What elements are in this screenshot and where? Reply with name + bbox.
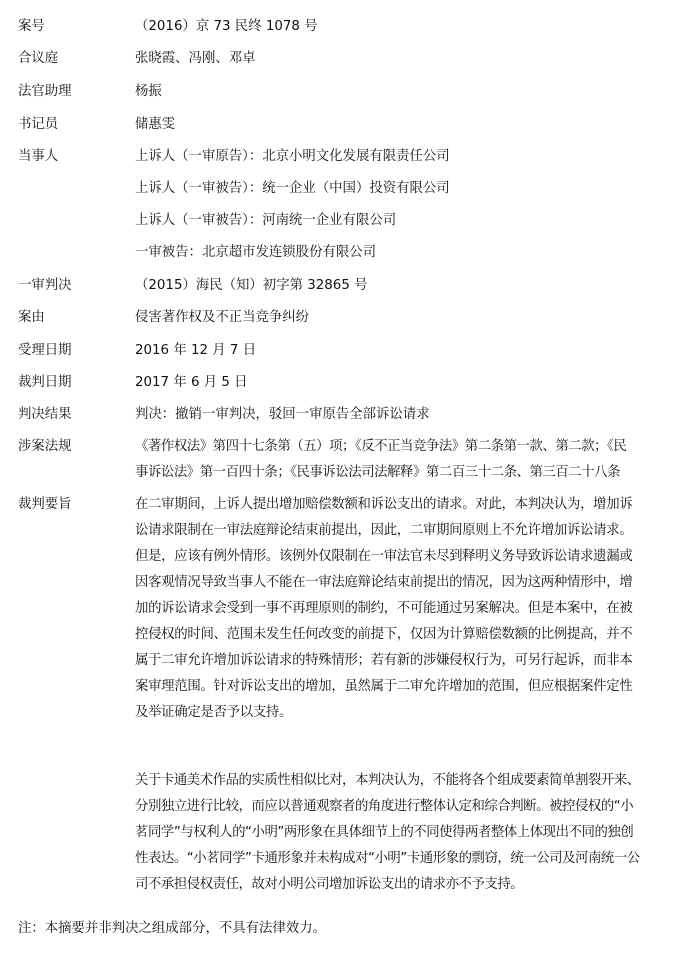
footer-note: 注：本摘要并非判决之组成部分，不具有法律效力。 xyxy=(18,921,326,936)
party-line: 上诉人（一审被告）：河南统一企业有限公司 xyxy=(135,213,397,228)
gist-label: 裁判要旨 xyxy=(18,497,72,512)
gist-line: 关于卡通美术作品的实质性相似比对，本判决认为，不能将各个组成要素简单割裂开来、 xyxy=(135,773,640,788)
gist-line: 性表达。“小茗同学”卡通形象并未构成对“小明”卡通形象的剽窃，统一公司及河南统一公 xyxy=(135,851,640,866)
accept-date-row xyxy=(0,340,700,362)
laws-text xyxy=(135,434,686,486)
gist-line: 因客观情况导致当事人不能在一审法庭辩论结束前提出的情况，因为这两种情形中，增 xyxy=(135,575,633,590)
parties-row-3 xyxy=(0,210,700,232)
clerk-row xyxy=(0,114,700,136)
judgment-date-label: 裁判日期 xyxy=(18,375,72,390)
result-row xyxy=(0,404,700,426)
panel-label: 合议庭 xyxy=(18,51,59,66)
gist-line: 讼请求限制在一审法庭辩论结束前提出，因此，二审期间原则上不允许增加诉讼请求。 xyxy=(135,523,633,538)
gist-line: 属于二审允许增加诉讼请求的特殊情形；若有新的涉嫌侵权行为，可另行起诉，而非本 xyxy=(135,653,633,668)
gist-paragraph-1 xyxy=(135,492,686,726)
gist-paragraph-2 xyxy=(135,768,686,898)
assistant-value: 杨振 xyxy=(135,84,162,99)
gist-line: 加的诉讼请求会受到一事不再理原则的制约，不可能通过另案解决。但是本案中，在被 xyxy=(135,601,633,616)
gist-line: 分别独立进行比较，而应以普通观察者的角度进行整体认定和综合判断。被控侵权的“小 xyxy=(135,799,634,814)
gist-line: 在二审期间，上诉人提出增加赔偿数额和诉讼支出的请求。对此，本判决认为，增加诉 xyxy=(135,497,633,512)
judgment-date-row xyxy=(0,372,700,394)
parties-label: 当事人 xyxy=(18,149,59,164)
first-instance-value: （2015）海民（知）初字第 32865 号 xyxy=(135,278,368,293)
first-instance-row xyxy=(0,275,700,297)
clerk-value: 储惠雯 xyxy=(135,117,176,132)
parties-row-2 xyxy=(0,178,700,200)
laws-line: 事诉讼法》第一百四十条；《民事诉讼法司法解释》第二百三十二条、第三百二十八条 xyxy=(135,465,621,480)
gist-line: 司不承担侵权责任，故对小明公司增加诉讼支出的请求亦不予支持。 xyxy=(135,877,524,892)
cause-label: 案由 xyxy=(18,310,45,325)
gist-line: 及举证确定是否予以支持。 xyxy=(135,705,293,720)
party-line: 一审被告：北京超市发连锁股份有限公司 xyxy=(135,245,377,260)
gist-line: 控侵权的时间、范围未发生任何改变的前提下，仅因为计算赔偿数额的比例提高，并不 xyxy=(135,627,633,642)
gist-line: 案审理范围。针对诉讼支出的增加，虽然属于二审允许增加的范围，但应根据案件定性 xyxy=(135,679,633,694)
parties-row-4 xyxy=(0,242,700,264)
case-number-label: 案号 xyxy=(18,19,45,34)
parties-row xyxy=(0,146,700,168)
gist-line: 茗同学”与权利人的“小明”两形象在具体细节上的不同使得两者整体上体现出不同的独创 xyxy=(135,825,634,840)
cause-value: 侵害著作权及不正当竞争纠纷 xyxy=(135,310,310,325)
case-number-row xyxy=(0,16,700,38)
cause-row xyxy=(0,307,700,329)
assistant-row xyxy=(0,81,700,103)
accept-date-value: 2016 年 12 月 7 日 xyxy=(135,343,257,358)
panel-value: 张晓霞、冯刚、邓卓 xyxy=(135,51,256,66)
panel-row xyxy=(0,48,700,70)
result-label: 判决结果 xyxy=(18,407,72,422)
clerk-label: 书记员 xyxy=(18,117,59,132)
party-line: 上诉人（一审被告）：统一企业（中国）投资有限公司 xyxy=(135,181,450,196)
gist-line: 但是，应该有例外情形。该例外仅限制在一审法官未尽到释明义务导致诉讼请求遗漏或 xyxy=(135,549,633,564)
result-value: 判决：撤销一审判决，驳回一审原告全部诉讼请求 xyxy=(135,407,430,422)
accept-date-label: 受理日期 xyxy=(18,343,72,358)
first-instance-label: 一审判决 xyxy=(18,278,72,293)
case-number-value: （2016）京 73 民终 1078 号 xyxy=(135,19,318,34)
party-line: 上诉人（一审原告）：北京小明文化发展有限责任公司 xyxy=(135,149,450,164)
laws-line: 《著作权法》第四十七条第（五）项；《反不正当竞争法》第二条第一款、第二款；《民 xyxy=(135,439,627,454)
assistant-label: 法官助理 xyxy=(18,84,72,99)
laws-label: 涉案法规 xyxy=(18,439,72,454)
judgment-date-value: 2017 年 6 月 5 日 xyxy=(135,375,248,390)
